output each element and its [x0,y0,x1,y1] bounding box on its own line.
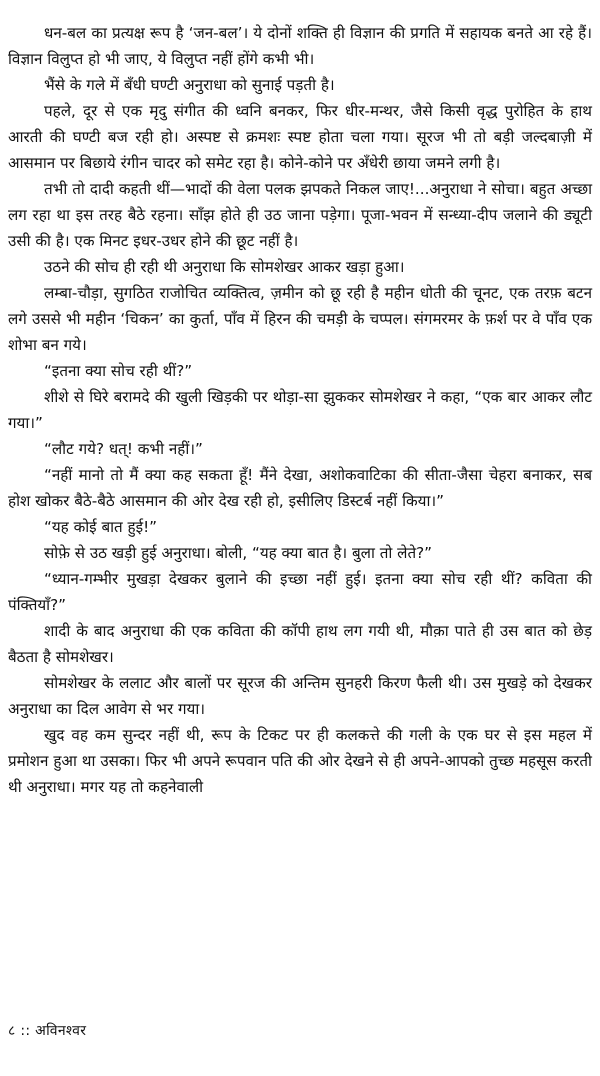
paragraph: सोमशेखर के ललाट और बालों पर सूरज की अन्तिम सुनहरी किरण फैली थी। उस मुखड़े को देखकर अनुराधा का दिल आवेग से भर गया। [8,674,592,718]
paragraph: खुद वह कम सुन्दर नहीं थी, रूप के टिकट पर ही कलकत्ते की गली के एक घर से इस महल में प्रमोशन हुआ था उसका। फिर भी अपने रूपवान पति की ओर देखने से ही अपने-आपको तुच्छ महसूस करती थी अनुराधा। मगर यह तो कहनेवाली [8,726,592,796]
paragraph: “लौट गये? धत्! कभी नहीं।” [44,440,203,458]
paragraph: “नहीं मानो तो मैं क्या कह सकता हूँ! मैंने देखा, अशोकवाटिका की सीता-जैसा चेहरा बनाकर, सब होश खोकर बैठे-बैठे आसमान की ओर देख रही हो, इसीलिए डिस्टर्ब नहीं किया।” [8,466,592,510]
paragraph: “इतना क्या सोच रही थीं?” [44,362,193,380]
paragraph: धन-बल का प्रत्यक्ष रूप है ‘जन-बल’। ये दोनों शक्ति ही विज्ञान की प्रगति में सहायक बनते आ रहे हैं। विज्ञान विलुप्त हो भी जाए, ये विलुप्त नहीं होंगे कभी भी। [8,24,592,68]
paragraph: उठने की सोच ही रही थी अनुराधा कि सोमशेखर आकर खड़ा हुआ। [44,258,405,276]
paragraph: लम्बा-चौड़ा, सुगठित राजोचित व्यक्तित्व, ज़मीन को छू रही है महीन धोती की चूनट, एक तरफ़ बटन लगे उससे भी महीन ‘चिकन’ का कुर्ता, पाँव में हिरन की चमड़ी के चप्पल। संगमरमर के फ़र्श पर वे पाँव एक शोभा बन गये। [8,284,592,354]
paragraph: भैंसे के गले में बँधी घण्टी अनुराधा को सुनाई पड़ती है। [44,76,335,94]
page-body-text [8,20,592,800]
page-footer: ८ :: अविनश्वर [8,1023,87,1039]
paragraph: सोफ़े से उठ खड़ी हुई अनुराधा। बोली, “यह क्या बात है। बुला तो लेते?” [44,544,433,562]
paragraph: शीशे से घिरे बरामदे की खुली खिड़की पर थोड़ा-सा झुककर सोमशेखर ने कहा, “एक बार आकर लौट गया।” [8,388,592,432]
paragraph: पहले, दूर से एक मृदु संगीत की ध्वनि बनकर, फिर धीर-मन्थर, जैसे किसी वृद्ध पुरोहित के हाथ आरती की घण्टी बज रही हो। अस्पष्ट से क्रमशः स्पष्ट होता चला गया। सूरज भी तो बड़ी जल्दबाज़ी में आसमान पर बिछाये रंगीन चादर को समेट रहा है। कोने-कोने पर अँधेरी छाया जमने लगी है। [8,102,592,172]
paragraph: तभी तो दादी कहती थीं—भादों की वेला पलक झपकते निकल जाए!...अनुराधा ने सोचा। बहुत अच्छा लग रहा था इस तरह बैठे रहना। साँझ होते ही उठ जाना पड़ेगा। पूजा-भवन में सन्ध्या-दीप जलाने की ड्यूटी उसी की है। एक मिनट इधर-उधर होने की छूट नहीं है। [8,180,592,250]
paragraph: “यह कोई बात हुई!” [44,518,158,536]
paragraph: शादी के बाद अनुराधा की एक कविता की कॉपी हाथ लग गयी थी, मौक़ा पाते ही उस बात को छेड़ बैठता है सोमशेखर। [8,622,592,666]
paragraph: “ध्यान-गम्भीर मुखड़ा देखकर बुलाने की इच्छा नहीं हुई। इतना क्या सोच रही थीं? कविता की पंक्तियाँ?” [8,570,592,614]
